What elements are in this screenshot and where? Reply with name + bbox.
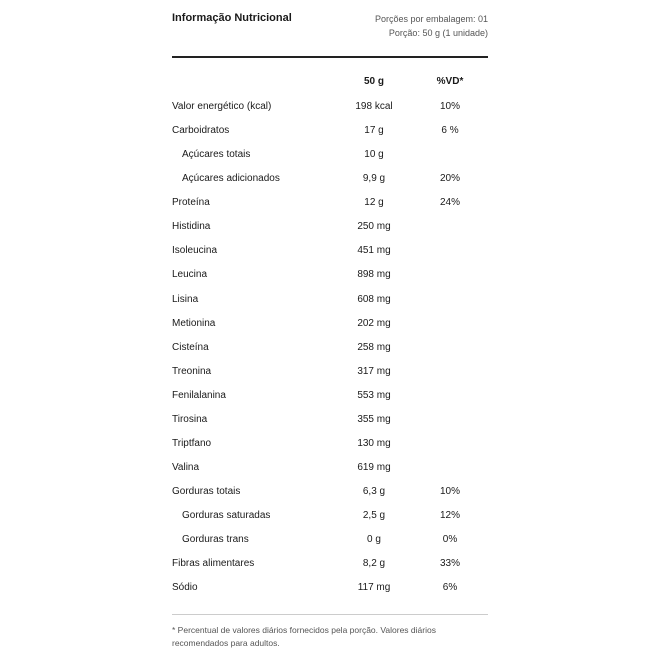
panel-title: Informação Nutricional xyxy=(172,12,292,24)
table-row xyxy=(172,148,488,172)
nutrient-name: Fibras alimentares xyxy=(172,558,255,570)
footnote-divider xyxy=(172,614,488,615)
nutrient-daily-value: 6% xyxy=(442,582,458,594)
serving-size: Porção: 50 g (1 unidade) xyxy=(388,28,488,38)
table-row xyxy=(172,413,488,437)
nutrient-name: Metionina xyxy=(172,317,216,329)
nutrient-name: Triptfano xyxy=(172,437,212,449)
nutrient-amount: 117 mg xyxy=(357,582,391,594)
nutrient-name: Gorduras trans xyxy=(182,534,249,546)
nutrient-name: Histidina xyxy=(172,221,211,233)
nutrient-amount: 2,5 g xyxy=(362,510,386,522)
table-row xyxy=(172,293,488,317)
nutrient-daily-value: 33% xyxy=(439,558,460,570)
nutrient-amount: 250 mg xyxy=(357,221,391,233)
table-row xyxy=(172,172,488,196)
nutrient-daily-value: 10% xyxy=(439,101,460,112)
nutrient-daily-value: 0% xyxy=(442,534,458,546)
nutrition-facts-panel xyxy=(172,0,488,648)
nutrient-name: Valina xyxy=(172,461,200,473)
nutrient-name: Tirosina xyxy=(172,413,208,425)
table-row xyxy=(172,196,488,220)
nutrient-name: Treonina xyxy=(172,365,212,377)
nutrient-amount: 553 mg xyxy=(357,389,391,401)
nutrient-name: Isoleucina xyxy=(172,245,218,257)
nutrient-daily-value: 20% xyxy=(439,173,460,185)
column-headers xyxy=(172,76,488,90)
amount-column-header: 50 g xyxy=(363,76,384,87)
table-row xyxy=(172,509,488,533)
daily-value-column-header: %VD* xyxy=(436,76,464,87)
table-row xyxy=(172,533,488,557)
nutrient-amount: 0 g xyxy=(367,534,381,546)
nutrient-amount: 898 mg xyxy=(357,269,391,281)
serving-info xyxy=(375,12,488,40)
nutrient-amount: 6,3 g xyxy=(362,486,386,497)
nutrient-amount: 451 mg xyxy=(357,245,391,257)
nutrient-name: Gorduras totais xyxy=(172,486,241,497)
footnote: * Percentual de valores diários fornecidos pela porção. Valores diários recomendados para adultos. xyxy=(172,625,436,648)
nutrient-name: Açúcares totais xyxy=(182,149,251,161)
nutrient-amount: 317 mg xyxy=(357,365,391,377)
nutrient-amount: 608 mg xyxy=(357,293,391,305)
nutrient-name: Leucina xyxy=(172,269,208,281)
nutrient-name: Valor energético (kcal) xyxy=(172,101,272,112)
table-row xyxy=(172,581,488,605)
nutrient-amount: 202 mg xyxy=(357,317,391,329)
table-row xyxy=(172,268,488,292)
nutrient-amount: 10 g xyxy=(364,149,384,161)
nutrient-name: Carboidratos xyxy=(172,125,230,137)
nutrient-name: Lisina xyxy=(172,293,199,305)
nutrient-daily-value: 24% xyxy=(439,197,460,209)
nutrient-amount: 130 mg xyxy=(357,437,391,449)
table-row xyxy=(172,485,488,509)
nutrient-name: Açúcares adicionados xyxy=(182,173,280,185)
table-row xyxy=(172,461,488,485)
nutrient-amount: 355 mg xyxy=(357,413,391,425)
header xyxy=(172,0,488,56)
nutrient-amount: 619 mg xyxy=(357,461,391,473)
nutrient-name: Cisteína xyxy=(172,341,209,353)
nutrient-amount: 8,2 g xyxy=(362,558,386,570)
table-row xyxy=(172,220,488,244)
table-row xyxy=(172,124,488,148)
table-row xyxy=(172,389,488,413)
nutrient-amount: 198 kcal xyxy=(355,101,393,112)
nutrient-amount: 17 g xyxy=(364,125,384,137)
table-row xyxy=(172,365,488,389)
nutrient-amount: 12 g xyxy=(364,197,384,209)
table-row xyxy=(172,437,488,461)
nutrient-amount: 258 mg xyxy=(357,341,391,353)
table-row xyxy=(172,244,488,268)
nutrient-name: Fenilalanina xyxy=(172,389,226,401)
nutrient-table xyxy=(172,100,488,605)
table-row xyxy=(172,341,488,365)
header-divider xyxy=(172,56,488,58)
nutrient-daily-value: 6 % xyxy=(441,125,459,137)
nutrient-name: Sódio xyxy=(172,582,198,594)
table-row xyxy=(172,100,488,124)
servings-per-package: Porções por embalagem: 01 xyxy=(374,14,488,24)
nutrient-amount: 9,9 g xyxy=(362,173,386,185)
nutrient-daily-value: 12% xyxy=(439,510,460,522)
nutrient-name: Proteína xyxy=(172,197,210,209)
table-row xyxy=(172,557,488,581)
table-row xyxy=(172,317,488,341)
nutrient-name: Gorduras saturadas xyxy=(182,510,271,522)
nutrient-daily-value: 10% xyxy=(439,486,460,497)
